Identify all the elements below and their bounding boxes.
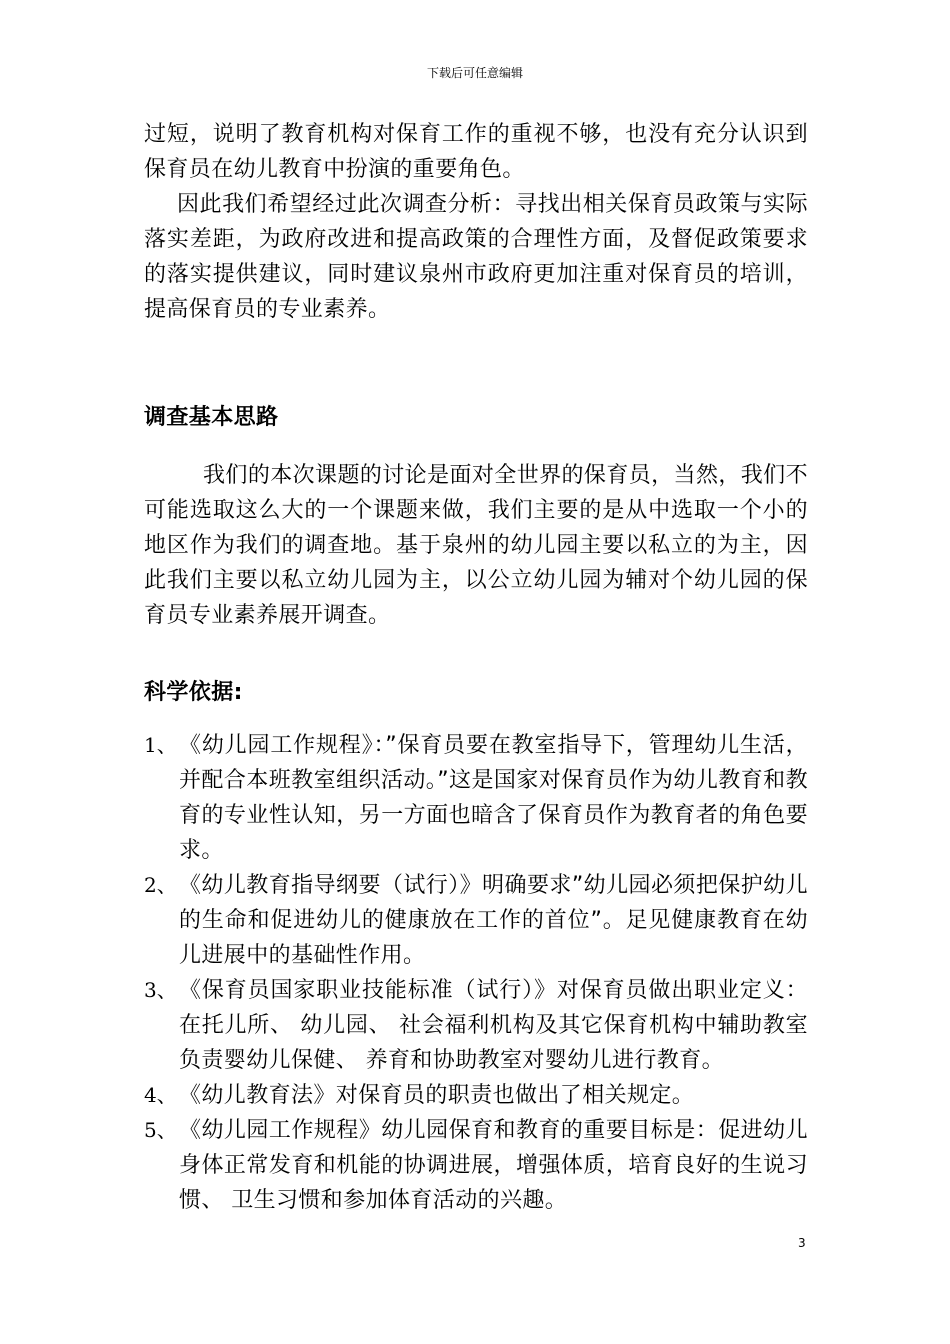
section-heading-basis: 科学依据: [144,680,243,705]
spacer [144,327,808,400]
list-number: 4、 [144,1083,177,1107]
list-number: 5、 [144,1118,177,1142]
document-body [144,117,808,1218]
intro-paragraph-1: 过短，说明了教育机构对保育工作的重视不够，也没有充分认识到保育员在幼儿教育中扮演的重要角色。 [144,122,808,182]
list-item [144,1078,808,1113]
spacer [144,710,808,728]
page-number: 3 [798,1236,806,1250]
list-text: 《幼儿园工作规程》幼儿园保育和教育的重要目标是：促进幼儿身体正常发育和机能的协调进展，增强体质，培育良好的生说习惯、 卫生习惯和参加体育活动的兴趣。 [179,1118,808,1213]
list-item [144,1113,808,1218]
list-text: 《幼儿园工作规程》：”保育员要在教室指导下，管理幼儿生活，并配合本班教室组织活动。”这是国家对保育员作为幼儿教育和教育的专业性认知，另一方面也暗含了保育员作为教育者的角色要求。 [179,733,808,863]
list-item [144,868,808,973]
list-number: 3、 [144,978,177,1002]
list-item [144,728,808,868]
idea-paragraph: 我们的本次课题的讨论是面对全世界的保育员，当然，我们不可能选取这么大的一个课题来做，我们主要的是从中选取一个小的地区作为我们的调查地。基于泉州的幼儿园主要以私立的为主，因此我们主要以私立幼儿园为主，以公立幼儿园为辅对个幼儿园的保育员专业素养展开调查。 [144,463,808,628]
intro-paragraph-2: 因此我们希望经过此次调查分析：寻找出相关保育员政策与实际落实差距，为政府改进和提高政策的合理性方面，及督促政策要求的落实提供建议，同时建议泉州市政府更加注重对保育员的培训，提高保育员的专业素养。 [144,192,808,322]
section-heading-idea: 调查基本思路 [144,405,279,430]
basis-list [144,728,808,1218]
spacer [144,633,808,675]
list-text: 《幼儿教育指导纲要（试行）》明确要求”幼儿园必须把保护幼儿的生命和促进幼儿的健康放在工作的首位”。足见健康教育在幼儿进展中的基础性作用。 [179,873,808,968]
list-number: 2、 [144,873,177,897]
page-header: 下载后可任意编辑 [426,66,523,80]
list-item [144,973,808,1078]
spacer [144,435,808,458]
list-number: 1、 [144,733,177,757]
list-text: 《保育员国家职业技能标准（试行）》对保育员做出职业定义：在托儿所、 幼儿园、 社会福利机构及其它保育机构中辅助教室负责婴幼儿保健、 养育和协助教室对婴幼儿进行教育。 [179,978,808,1073]
list-text: 《幼儿教育法》对保育员的职责也做出了相关规定。 [179,1083,695,1108]
